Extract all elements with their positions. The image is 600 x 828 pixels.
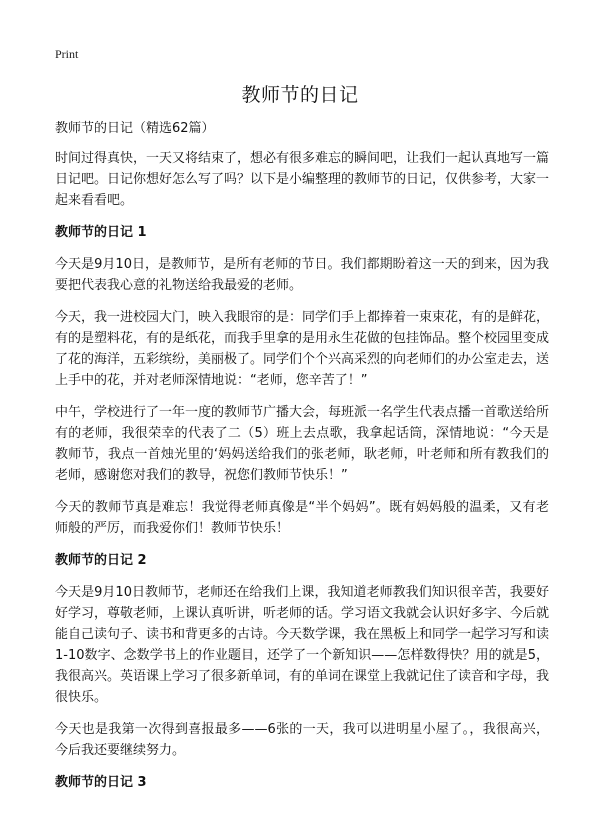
section-2-paragraph-2: 今天也是我第一次得到喜报最多——6张的一天，我可以进明星小屋了。，我很高兴，今后我还要继续努力。: [55, 722, 549, 758]
section-1-paragraph-1: 今天是9月10日，是教师节，是所有老师的节日。我们都期盼着这一天的到来，因为我要把代表我心意的礼物送给我最爱的老师。: [55, 257, 549, 293]
section-1-paragraph-3: 中午，学校进行了一年一度的教师节广播大会，每班派一名学生代表点播一首歌送给所有的老师，我很荣幸的代表了二（5）班上去点歌，我拿起话筒，深情地说：“今天是教师节，我点一首烛光里的‘妈妈送给我们的张老师，耿老师，叶老师和所有教我们的老师，感谢您对我们的教导，祝您们教师节快乐！”: [55, 405, 550, 483]
section-2-paragraph-1: 今天是9月10日教师节，老师还在给我们上课，我知道老师教我们知识很辛苦，我要好好学习，尊敬老师，上课认真听讲，听老师的话。学习语文我就会认识好多字、今后就能自己读句子、读书和背更多的古诗。今天数学课，我在黑板上和同学一起学习写和读1-10数字、念数学书上的作业题目，还学了一个新知识——怎样数得快？用的就是5，我很高兴。英语课上学习了很多新单词，有的单词在课堂上我就记住了读音和字母，我很快乐。: [55, 585, 550, 705]
section-heading-3: 教师节的日记 3: [55, 775, 147, 790]
section-1-paragraph-2: 今天，我一进校园大门，映入我眼帘的是：同学们手上都捧着一束束花，有的是鲜花，有的是塑料花，有的是纸花，而我手里拿的是用永生花做的包挂饰品。整个校园里变成了花的海洋，五彩缤纷，美丽极了。同学们个个兴高采烈的向老师们的办公室走去，送上手中的花，并对老师深情地说：“老师，您辛苦了！”: [55, 310, 550, 388]
section-heading-1: 教师节的日记 1: [55, 225, 147, 240]
page-title: 教师节的日记: [241, 84, 359, 106]
section-heading-2: 教师节的日记 2: [55, 553, 147, 568]
document-subtitle: 教师节的日记（精选62篇）: [55, 121, 215, 136]
intro-paragraph: 时间过得真快，一天又将结束了，想必有很多难忘的瞬间吧，让我们一起认真地写一篇日记吧。日记你想好怎么写了吗？以下是小编整理的教师节的日记，仅供参考，大家一起来看看吧。: [55, 151, 550, 208]
document-body: [55, 118, 549, 804]
section-1-paragraph-4: 今天的教师节真是难忘！我觉得老师真像是“半个妈妈”。既有妈妈般的温柔，又有老师般的严厉，而我爱你们！教师节快乐！: [55, 500, 549, 536]
print-label[interactable]: Print: [55, 47, 79, 61]
